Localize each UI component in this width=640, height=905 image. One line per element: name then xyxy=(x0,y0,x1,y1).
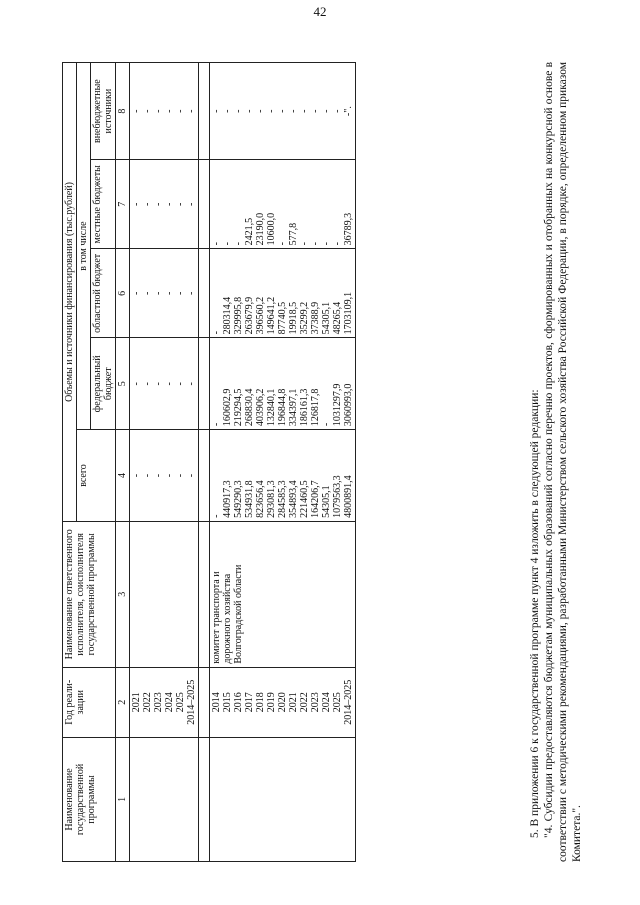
cell-value: - xyxy=(175,473,186,478)
cell-value: 2021 xyxy=(288,692,299,713)
cell-value: - xyxy=(299,109,310,113)
cell-value: 2021 xyxy=(131,692,142,713)
cell-value: 37388,9 xyxy=(310,301,321,335)
cell-value: 2019 xyxy=(266,692,277,713)
cell-value: - xyxy=(131,473,142,478)
cell-value: 164206,7 xyxy=(310,480,321,518)
cell-value: - xyxy=(142,382,153,386)
cell-value: - xyxy=(153,202,164,206)
cell-value: 221460,5 xyxy=(299,480,310,518)
cell-value: - xyxy=(310,241,321,246)
cell-value: - xyxy=(142,109,153,113)
cell-value: 280314,4 xyxy=(222,296,233,335)
cell-value: - xyxy=(222,109,233,113)
cell-value: 1703109,1 xyxy=(343,291,354,335)
cell-value: - xyxy=(211,109,222,113)
federal-cell xyxy=(130,338,199,430)
cell-value: - xyxy=(233,241,244,246)
cell-value: 284585,3 xyxy=(277,480,288,518)
cell-value: 2025 xyxy=(332,692,343,713)
financing-table xyxy=(62,62,356,862)
cell-value: - xyxy=(255,109,266,113)
cell-value: 577,8 xyxy=(288,222,299,246)
cell-value: 2015 xyxy=(222,692,233,713)
cell-value: - xyxy=(186,382,197,386)
cell-value: 4800891,4 xyxy=(343,475,354,518)
col-num: 6 xyxy=(116,249,130,338)
header-year: Год реали-зации xyxy=(63,667,116,737)
cell-value: 293081,3 xyxy=(266,480,277,518)
local-cell xyxy=(130,160,199,249)
cell-value: - xyxy=(175,382,186,386)
cell-value: - xyxy=(277,109,288,113)
cell-value: 48265,4 xyxy=(332,301,343,335)
total-cell xyxy=(130,430,199,522)
cell-value: 160602,9 xyxy=(222,388,233,427)
cell-value: - xyxy=(321,109,332,113)
header-program: Наименование государственной программы xyxy=(63,737,116,861)
table-row-block1 xyxy=(130,63,199,862)
cell-value: - xyxy=(332,109,343,113)
cell-value: 2020 xyxy=(277,692,288,713)
col-num: 3 xyxy=(116,521,130,667)
cell-value: - xyxy=(131,291,142,296)
column-number-row xyxy=(116,63,130,862)
cell-value: 2023 xyxy=(153,692,164,713)
cell-value: - xyxy=(211,514,222,518)
cell-value: 2017 xyxy=(244,692,255,713)
cell-value: 186161,3 xyxy=(299,388,310,427)
cell-value: 36789,3 xyxy=(343,212,354,246)
cell-value: 823656,4 xyxy=(255,480,266,518)
cell-value: 396560,2 xyxy=(255,296,266,335)
cell-value: - xyxy=(164,382,175,386)
cell-value: 10600,0 xyxy=(266,212,277,246)
cell-value: - xyxy=(244,109,255,113)
header-in-that: в том числе xyxy=(77,63,91,430)
cell-value: - xyxy=(131,109,142,113)
cell-value: - xyxy=(186,202,197,206)
cell-value: - xyxy=(186,473,197,478)
cell-value: 2024 xyxy=(164,692,175,713)
cell-value: - xyxy=(186,109,197,113)
program-cell xyxy=(210,737,356,861)
header-regional: областной бюджет xyxy=(91,249,116,338)
cell-value: 196844,8 xyxy=(277,388,288,427)
cell-value: 19918,5 xyxy=(288,301,299,335)
extra-cell xyxy=(210,63,356,160)
col-num: 4 xyxy=(116,430,130,522)
cell-value: 2014–2025 xyxy=(186,679,197,725)
col-num: 7 xyxy=(116,160,130,249)
cell-value: - xyxy=(186,291,197,296)
cell-value: - xyxy=(211,331,222,335)
executor-cell: комитет транспорта и дорожного хозяйства Волгоградской области xyxy=(210,521,356,667)
cell-value: -". xyxy=(343,106,354,117)
header-executor: Наименование ответственного исполнителя, соисполнителя государственной программы xyxy=(63,521,116,667)
cell-value: - xyxy=(142,473,153,478)
paragraph-item-4-quote: "4. Субсидии предоставляются бюджетам муниципальных образований согласно перечню проектов, сформированных и отобранных на конкурсной основе в соответствии с методическими рекомендациями, разработанными Министерством сельского хозяйства Российской Федерации, в порядке, определенном приказом Комитета.". xyxy=(543,62,583,862)
cell-value: - xyxy=(233,109,244,113)
cell-value: - xyxy=(153,382,164,386)
cell-value: - xyxy=(175,202,186,206)
cell-value: - xyxy=(164,202,175,206)
cell-value: - xyxy=(211,422,222,427)
page-number: 42 xyxy=(313,4,327,19)
cell-value: 534931,8 xyxy=(244,480,255,518)
cell-value: - xyxy=(321,241,332,246)
table-row-block2 xyxy=(210,63,356,862)
cell-value: 440917,3 xyxy=(222,480,233,518)
cell-value: - xyxy=(131,382,142,386)
cell-value: 2016 xyxy=(233,692,244,713)
cell-value: 2018 xyxy=(255,692,266,713)
federal-cell xyxy=(210,338,356,430)
cell-value: - xyxy=(277,241,288,246)
cell-value: 334397,1 xyxy=(288,388,299,427)
cell-value: 132840,1 xyxy=(266,388,277,427)
col-num: 1 xyxy=(116,737,130,861)
cell-value: - xyxy=(153,291,164,296)
executor-cell xyxy=(130,521,199,667)
header-financing-group: Объемы и источники финансирования (тыс.рублей) xyxy=(63,63,77,522)
header-federal: федеральный бюджет xyxy=(91,338,116,430)
cell-value: 2022 xyxy=(142,692,153,713)
cell-value: 2023 xyxy=(310,692,321,713)
local-cell xyxy=(210,160,356,249)
total-cell xyxy=(210,430,356,522)
cell-value: 2014–2025 xyxy=(343,679,354,725)
program-cell xyxy=(130,737,199,861)
years-cell xyxy=(130,667,199,737)
rotated-page-content xyxy=(62,62,582,862)
col-num: 8 xyxy=(116,63,130,160)
header-local: местные бюджеты xyxy=(91,160,116,249)
cell-value: 3060993,0 xyxy=(343,383,354,427)
cell-value: - xyxy=(299,241,310,246)
cell-value: - xyxy=(288,109,299,113)
header-total: всего xyxy=(77,430,116,522)
cell-value: 2022 xyxy=(299,692,310,713)
cell-value: 329995,8 xyxy=(233,296,244,335)
cell-value: - xyxy=(164,291,175,296)
cell-value: - xyxy=(153,109,164,113)
cell-value: 263679,9 xyxy=(244,296,255,335)
cell-value: - xyxy=(142,202,153,206)
cell-value: 268830,4 xyxy=(244,388,255,427)
cell-value: - xyxy=(175,291,186,296)
cell-value: - xyxy=(164,473,175,478)
regional-cell xyxy=(130,249,199,338)
cell-value: 1031297,9 xyxy=(332,383,343,427)
cell-value: - xyxy=(211,241,222,246)
cell-value: - xyxy=(164,109,175,113)
cell-value: - xyxy=(131,202,142,206)
cell-value: - xyxy=(332,241,343,246)
cell-value: 2025 xyxy=(175,692,186,713)
extra-cell xyxy=(130,63,199,160)
header-extra: внебюджетные источники xyxy=(91,63,116,160)
cell-value: 54305,1 xyxy=(321,301,332,335)
cell-value: 549290,3 xyxy=(233,480,244,518)
cell-value: 403906,2 xyxy=(255,388,266,427)
cell-value: 23190,0 xyxy=(255,212,266,246)
cell-value: 87740,5 xyxy=(277,301,288,335)
years-cell xyxy=(210,667,356,737)
cell-value: 126817,8 xyxy=(310,388,321,427)
cell-value: 54305,1 xyxy=(321,485,332,518)
col-num: 2 xyxy=(116,667,130,737)
cell-value: 35299,2 xyxy=(299,301,310,335)
cell-value: - xyxy=(266,109,277,113)
cell-value: 1079563,3 xyxy=(332,475,343,518)
cell-value: - xyxy=(142,291,153,296)
cell-value: 2024 xyxy=(321,692,332,713)
paragraph-item-5: 5. В приложении 6 к государственной программе пункт 4 изложить в следующей редакции: xyxy=(529,389,541,838)
cell-value: 354893,4 xyxy=(288,480,299,518)
cell-value: - xyxy=(321,422,332,427)
cell-value: - xyxy=(175,109,186,113)
cell-value: 219294,5 xyxy=(233,388,244,427)
cell-value: - xyxy=(222,241,233,246)
spacer-row xyxy=(199,63,210,862)
regional-cell xyxy=(210,249,356,338)
col-num: 5 xyxy=(116,338,130,430)
amendment-text xyxy=(528,62,584,862)
cell-value: - xyxy=(153,473,164,478)
cell-value: 2014 xyxy=(211,692,222,713)
cell-value: - xyxy=(310,109,321,113)
cell-value: 2421,5 xyxy=(244,217,255,246)
cell-value: 149641,2 xyxy=(266,296,277,335)
